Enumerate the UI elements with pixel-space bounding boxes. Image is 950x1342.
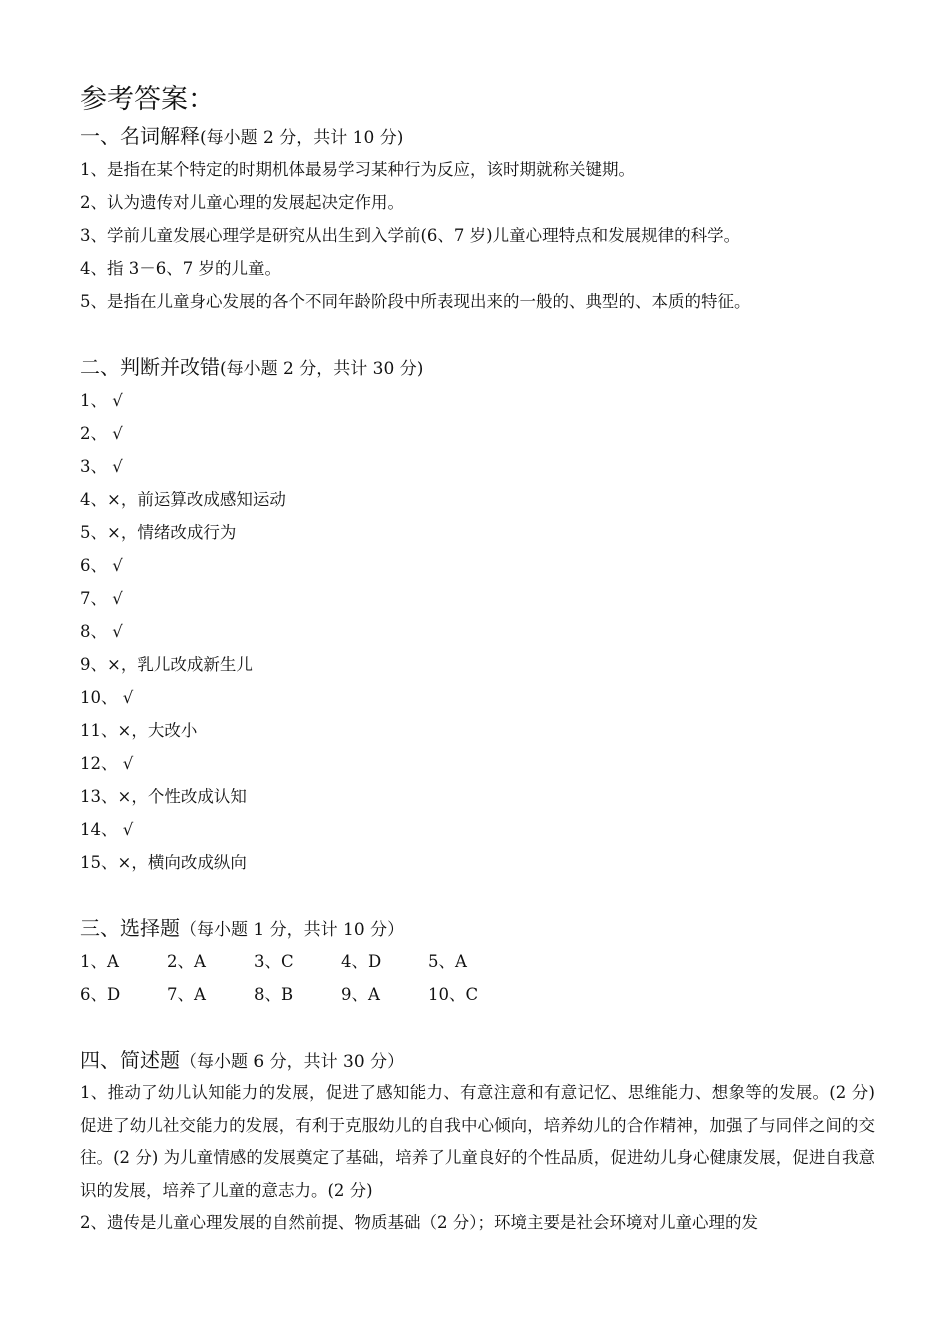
answer-line: 15、×，横向改成纵向 [80,853,247,872]
answer-line: 10、 √ [80,688,134,707]
choice-answer: 2、A [167,952,206,971]
section-2-heading [80,351,880,384]
answer-line: 3、 √ [80,457,123,476]
answer-paragraph-2: 2、遗传是儿童心理发展的自然前提、物质基础（2 分）；环境主要是社会环境对儿童心理的发 [80,1213,758,1232]
answer-line: 9、×，乳儿改成新生儿 [80,655,253,674]
answer-paragraph-1: 1、推动了幼儿认知能力的发展，促进了感知能力、有意注意和有意记忆、思维能力、想象等的发展。(2 分) 促进了幼儿社交能力的发展，有利于克服幼儿的自我中心倾向，培养幼儿的合作精神，加强了与同伴之间的交往。(2 分) 为儿童情感的发展奠定了基础，培养了儿童良好的个性品质，促进幼儿身心健康发展，促进自我意识的发展，培养了儿童的意志力。(2 分) [80,1083,875,1200]
answer-sheet [80,80,880,1240]
answer-line: 2、 √ [80,424,123,443]
section-gap [80,879,880,912]
answer-line: 8、 √ [80,622,123,641]
answer-line: 5、×，情绪改成行为 [80,523,237,542]
choice-answer: 7、A [167,985,206,1004]
answer-line: 11、×，大改小 [80,721,198,740]
section-gap [80,1011,880,1044]
choice-answer: 6、D [80,985,121,1004]
section-2-name: 二、判断并改错 [80,355,220,379]
section-2-note: (每小题 2 分，共计 30 分) [220,359,424,379]
answer-line: 6、 √ [80,556,123,575]
choice-row-2 [80,978,880,1011]
section-3-name: 三、选择题 [80,916,180,940]
answer-line: 13、×，个性改成认知 [80,787,247,806]
choice-answer: 1、A [80,952,119,971]
choice-answer: 8、B [254,985,294,1004]
section-3-heading [80,912,880,945]
answer-line: 12、 √ [80,754,134,773]
section-1-note: (每小题 2 分，共计 10 分) [200,128,404,148]
answer-line: 7、 √ [80,589,123,608]
answer-line: 4、指 3－6、7 岁的儿童。 [80,259,281,278]
choice-answer: 5、A [428,952,467,971]
answer-line: 1、是指在某个特定的时期机体最易学习某种行为反应，该时期就称关键期。 [80,160,635,179]
section-1-heading [80,120,880,153]
answer-line: 4、×，前运算改成感知运动 [80,490,286,509]
section-3-note: （每小题 1 分，共计 10 分） [180,920,405,940]
choice-answer: 3、C [254,952,294,971]
choice-answer: 4、D [341,952,382,971]
answer-line: 1、 √ [80,391,123,410]
section-gap [80,318,880,351]
choice-row-1 [80,945,880,978]
choice-answer: 10、C [428,985,479,1004]
section-4-heading [80,1044,880,1077]
answer-line: 2、认为遗传对儿童心理的发展起决定作用。 [80,193,404,212]
section-4-note: （每小题 6 分，共计 30 分） [180,1052,405,1072]
answer-line: 14、 √ [80,820,134,839]
section-4-name: 四、简述题 [80,1048,180,1072]
choice-answer: 9、A [341,985,380,1004]
page-title: 参考答案： [80,84,215,115]
answer-line: 3、学前儿童发展心理学是研究从出生到入学前(6、7 岁)儿童心理特点和发展规律的科学。 [80,226,741,245]
answer-line: 5、是指在儿童身心发展的各个不同年龄阶段中所表现出来的一般的、典型的、本质的特征。 [80,292,751,311]
section-1-name: 一、名词解释 [80,124,200,148]
